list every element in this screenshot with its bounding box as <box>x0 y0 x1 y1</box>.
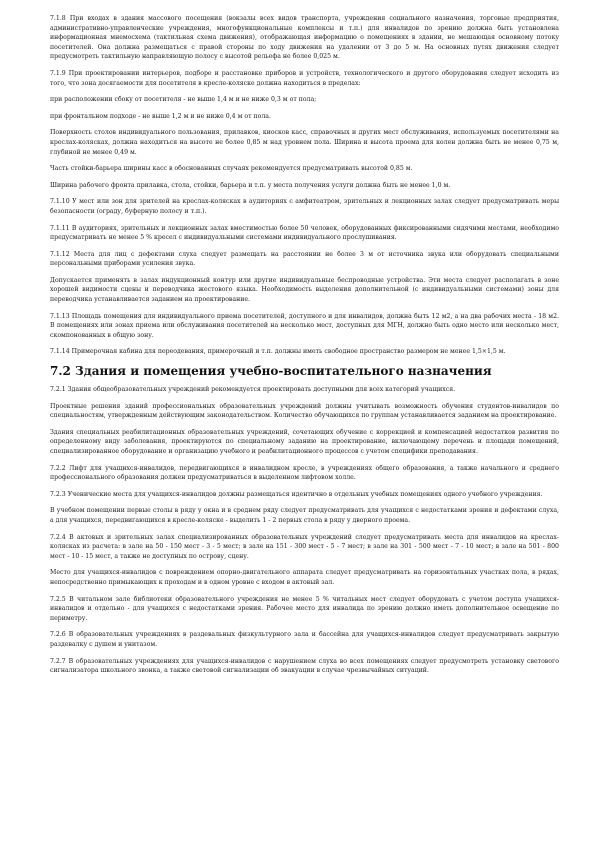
paragraph-counter-width: Ширина рабочего фронта прилавка, стола, стойки, барьера и т.п. у места получения услуги должна быть не менее 1,0 м. <box>50 181 451 189</box>
paragraph-assembly-seats: Место для учащихся-инвалидов с повреждением опорно-двигательного аппарата следует предусматривать на горизонтальных участках пола, в рядах, непосредственно примыкающих к проходам и в одном уровне с входом в актовый зал. <box>50 569 559 586</box>
paragraph-vocational: Проектные решения зданий профессиональных образовательных учреждений должны учитывать возможность обучения студентов-инвалидов по специальностям, утвержденным действующим законодательством. Количество обучающихся по группам устанавливается заданием на проектирование. <box>50 402 559 420</box>
paragraph-induction-loop: Допускается применять в залах индукционный контур или другие индивидуальные беспроводные устройства. Эти места следует располагать в зоне хорошей видимости сцены и переводчика жестового языка. Необходимость выделения дополнительной (с индивидуальными системами) зоны для переводчика устанавливается заданием на проектирование. <box>50 276 559 304</box>
paragraph-special-schools: Здания специальных реабилитационных образовательных учреждений, сочетающих обучение с коррекцией и компенсацией недостатков развития по определенному виду заболевания, проектируются по специальному заданию на проектирование, включающему перечень и площади помещений, специализированное оборудование и организацию учебного и реабилитационного процессов с учетом специфики преподавания. <box>50 428 559 455</box>
paragraph-7-1-12: 7.1.12 Места для лиц с дефектами слуха следует размещать на расстоянии не более 3 м от источника звука или оборудовать специальными персональными приборами усиления звука. <box>50 250 559 268</box>
paragraph-7-2-3: 7.2.3 Ученические места для учащихся-инвалидов должны размещаться идентично в отдельных учебных помещениях одного учебного учреждения. <box>50 490 543 498</box>
paragraph-counter-height: Часть стойки-барьера ширины касс в обоснованных случаях рекомендуется предусматривать высотой 0,85 м. <box>50 165 413 173</box>
paragraph-7-2-4: 7.2.4 В актовых и зрительных залах специализированных образовательных учреждений следует предусматривать места для инвалидов на креслах-колясках из расчета: в зале на 50 - 150 мест - 3 - 5 мест; в зале на 151 - 300 мест - 5 - 7 мест; в зале на 301 - 500 мест - 7 - 10 мест; в зале на 501 - 800 мест - 10 - 15 мест, а также не доступных по острову, сцену. <box>50 533 559 560</box>
paragraph-table-surface: Поверхность столов индивидуального пользования, прилавков, киосков касс, справочных и других мест обслуживания, используемых посетителями на креслах-колясках, должна находиться на высоте не более 0,85 м над уровнем пола. Ширина и высота проема для колен должна быть не менее 0,75 м, глубиной не менее 0,49 м. <box>50 129 559 156</box>
bottom-paragraphs <box>50 385 559 676</box>
paragraph-7-1-13: 7.1.13 Площадь помещения для индивидуального приема посетителей, доступного и для инвалидов, должна быть 12 м2, а на два рабочих места - 18 м2. В помещениях или зонах приема или обслуживания посетителей на несколько мест, доступных для МГН, должно быть одно место или несколько мест, скомпонованных в общую зону. <box>50 312 559 339</box>
paragraph-7-2-7: 7.2.7 В образовательных учреждениях для учащихся-инвалидов с нарушением слуха во всех помещениях следует предусмотреть установку светового сигнализатора школьного звонка, а также световой сигнализации об эвакуации в случае чрезвычайных ситуаций. <box>50 657 559 675</box>
paragraph-7-2-2: 7.2.2 Лифт для учащихся-инвалидов, передвигающихся в инвалидном кресле, в учреждениях общего образования, а также начального и среднего профессионального образования должен предусматриваться в выделенном лифтовом холле. <box>50 464 559 482</box>
paragraph-7-1-8: 7.1.8 При входах в здания массового посещения (вокзалы всех видов транспорта, учреждения социального назначения, торговые предприятия, административно-управленческие учреждения, многофункциональные комплексы и т.п.) для инвалидов по зрению должна быть установлена информационная мнемосхема (тактильная схема движения), отображающая информацию о помещениях в здании, не мешающая основному потоку посетителей. Она должна размещаться с правой стороны по ходу движения на удалении от 3 до 5 м. На основных путях движения следует предусмотреть тактильную направляющую полосу с высотой рельефа не более 0,025 м. <box>50 15 559 61</box>
paragraph-7-2-5: 7.2.5 В читальном зале библиотеки образовательного учреждения не менее 5 % читальных мест следует оборудовать с учетом доступа учащихся-инвалидов и отдельно - для учащихся с недостатками зрения. Рабочее место для инвалида по зрению должно иметь дополнительное освещение по периметру. <box>50 595 559 622</box>
paragraph-classroom-seating: В учебном помещении первые столы в ряду у окна и в среднем ряду следует предусматривать для учащихся с недостатками зрения и дефектами слуха, а для учащихся, передвигающихся в кресле-коляске - выделить 1 - 2 первых стола в ряду у дверного проема. <box>50 507 559 524</box>
paragraph-7-1-9: 7.1.9 При проектировании интерьеров, подборе и расстановке приборов и устройств, технологического и другого оборудования следует исходить из того, что зона досягаемости для посетителя в кресле-коляске должна находиться в пределах: <box>50 69 559 87</box>
top-paragraphs <box>50 14 559 357</box>
paragraph-7-1-11: 7.1.11 В аудиториях, зрительных и лекционных залах вместимостью более 50 человек, оборудованных фиксированными сидячими местами, необходимо предусматривать не менее 5 % кресел с индивидуальными системами индивидуального прослушивания. <box>50 224 559 242</box>
paragraph-7-2-1: 7.2.1 Здания общеобразовательных учреждений рекомендуется проектировать доступными для всех категорий учащихся. <box>50 386 456 394</box>
section-heading: 7.2 Здания и помещения учебно-воспитательного назначения <box>50 364 492 379</box>
paragraph-7-1-14: 7.1.14 Примерочная кабина для переодевания, примерочный и т.п. должны иметь свободное пространство размером не менее 1,5×1,5 м. <box>50 348 506 356</box>
paragraph-front-reach: при фронтальном подходе - не выше 1,2 м и не ниже 0,4 м от пола. <box>50 112 271 120</box>
paragraph-7-1-10: 7.1.10 У мест или зон для зрителей на креслах-колясках в аудиториях с амфитеатром, зрительных и лекционных залах следует предусматривать меры безопасности (ограду, буферную полосу и т.п.). <box>50 198 559 215</box>
paragraph-7-2-6: 7.2.6 В образовательных учреждениях в раздевальных физкультурного зала и бассейна для учащихся-инвалидов следует предусматривать закрытую раздевалку с душем и унитазом. <box>50 631 559 648</box>
paragraph-side-reach: при расположении сбоку от посетителя - не выше 1,4 м и не ниже 0,3 м от пола; <box>50 96 317 104</box>
